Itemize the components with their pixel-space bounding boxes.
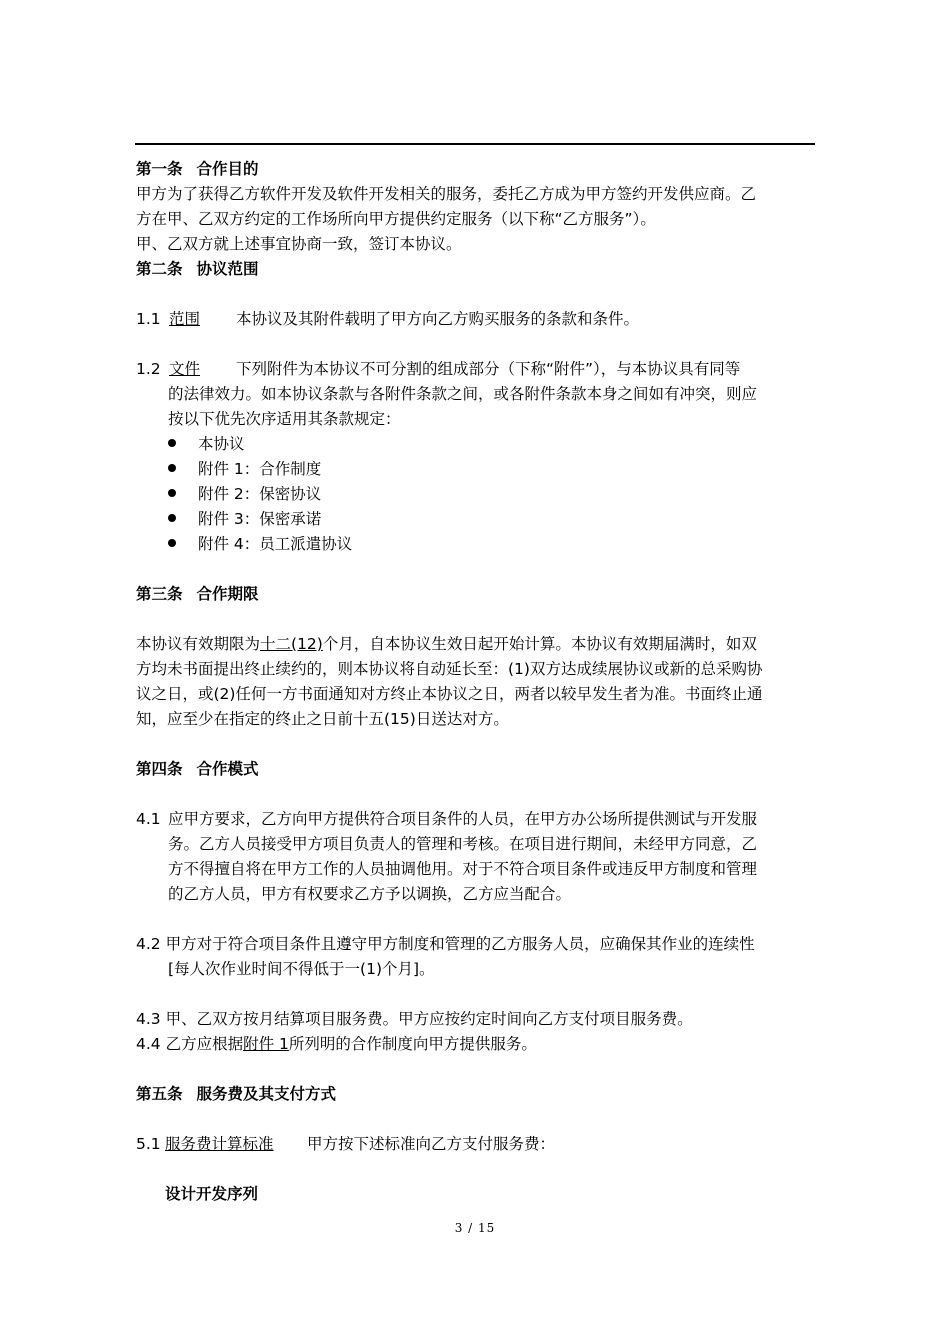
clause-1-2-text: 下列附件为本协议不可分割的组成部分（下称“附件”），与本协议具有同等: [236, 360, 741, 378]
clause-1-1-number: 1.1: [136, 310, 161, 328]
bullet-icon: [168, 439, 176, 447]
clause-5-1-text: 甲方按下述标准向乙方支付服务费：: [307, 1135, 556, 1153]
section-1-heading: 第一条 合作目的: [136, 160, 259, 178]
clause-1-1: [136, 307, 639, 332]
clause-5-1-label: 服务费计算标准: [165, 1135, 274, 1153]
bullet-icon: [168, 464, 176, 472]
section-3-heading: 第三条 合作期限: [136, 585, 259, 603]
bullet-icon: [168, 489, 176, 497]
clause-5-1-number: 5.1: [136, 1135, 161, 1153]
section-1-line-2: 方在甲、乙双方约定的工作场所向甲方提供约定服务（以下称“乙方服务”）。: [136, 210, 656, 228]
clause-4-1-line-3: 方不得擅自将在甲方工作的人员抽调他用。对于不符合项目条件或违反甲方制度和管理: [168, 860, 758, 878]
section-1-line-3: 甲、乙双方就上述事宜协商一致，签订本协议。: [136, 235, 462, 253]
clause-4-2-line-2: [每人次作业时间不得低于一(1)个月]。: [168, 960, 435, 978]
clause-4-1-text: 应甲方要求，乙方向甲方提供符合项目条件的人员，在甲方办公场所提供测试与开发服: [168, 810, 758, 828]
attachment-list-item: 本协议: [198, 435, 245, 453]
attachment-list-item: 附件 3：保密承诺: [198, 510, 322, 528]
attachment-1-link[interactable]: 附件 1: [243, 1035, 289, 1053]
term-length: 十二(12): [260, 635, 323, 653]
clause-4-1: [136, 807, 757, 832]
clause-1-2: [136, 357, 740, 382]
bullet-icon: [168, 514, 176, 522]
clause-1-2-label: 文件: [169, 360, 201, 378]
section-3-line-1: 本协议有效期限为十二(12)个月，自本协议生效日起开始计算。本协议有效期届满时，如双: [136, 635, 757, 653]
section-1-line-1: 甲方为了获得乙方软件开发及软件开发相关的服务，委托乙方成为甲方签约开发供应商。乙: [136, 185, 757, 203]
clause-4-2: 4.2 甲方对于符合项目条件且遵守甲方制度和管理的乙方服务人员，应确保其作业的连续性: [136, 935, 755, 953]
clause-4-1-line-2: 务。乙方人员接受甲方项目负责人的管理和考核。在项目进行期间，未经甲方同意，乙: [168, 835, 758, 853]
attachment-list-item: 附件 1：合作制度: [198, 460, 322, 478]
clause-4-1-number: 4.1: [136, 810, 161, 828]
section-4-heading: 第四条 合作模式: [136, 760, 259, 778]
clause-1-1-label: 范围: [169, 310, 201, 328]
attachment-list-item: 附件 2：保密协议: [198, 485, 322, 503]
section-3-line-3: 议之日，或(2)任何一方书面通知对方终止本协议之日，两者以较早发生者为准。书面终止通: [136, 685, 763, 703]
section-3-line-2: 方均未书面提出终止续约的，则本协议将自动延长至：(1)双方达成续展协议或新的总采购协: [136, 660, 763, 678]
section-3-line-4: 知，应至少在指定的终止之日前十五(15)日送达对方。: [136, 710, 509, 728]
clause-1-2-line-2: 的法律效力。如本协议条款与各附件条款之间，或各附件条款本身之间如有冲突，则应: [168, 385, 758, 403]
clause-1-1-text: 本协议及其附件载明了甲方向乙方购买服务的条款和条件。: [236, 310, 640, 328]
clause-4-3: 4.3 甲、乙双方按月结算项目服务费。甲方应按约定时间向乙方支付项目服务费。: [136, 1010, 693, 1028]
clause-4-1-line-4: 的乙方人员，甲方有权要求乙方予以调换，乙方应当配合。: [168, 885, 572, 903]
section-2-heading: 第二条 协议范围: [136, 260, 259, 278]
subheading-design-dev: 设计开发序列: [165, 1185, 259, 1203]
clause-1-2-number: 1.2: [136, 360, 161, 378]
section-5-heading: 第五条 服务费及其支付方式: [136, 1085, 337, 1103]
page-number: 3 / 15: [454, 1221, 496, 1235]
bullet-icon: [168, 539, 176, 547]
clause-5-1: [136, 1132, 555, 1157]
header-rule: [135, 143, 815, 145]
clause-4-4: 4.4 乙方应根据附件 1所列明的合作制度向甲方提供服务。: [136, 1035, 537, 1053]
clause-1-2-line-3: 按以下优先次序适用其条款规定：: [168, 410, 401, 428]
attachment-list-item: 附件 4：员工派遣协议: [198, 535, 353, 553]
